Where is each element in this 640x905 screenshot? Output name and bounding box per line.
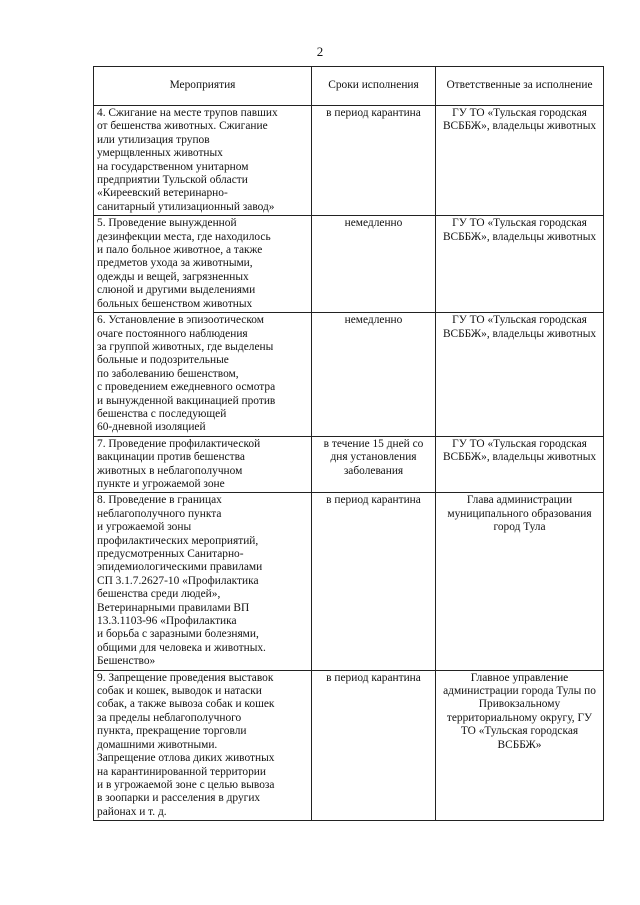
activity-line: собак и кошек, выводок и натаски [97,685,262,698]
activity-line: за группой животных, где выделены [97,340,274,353]
activity-line: больные и подозрительные [97,354,229,367]
deadline-cell: в течение 15 дней со дня установления заболевания [312,436,436,493]
deadline-cell: в период карантина [312,670,436,820]
activity-line: и угрожаемой зоны [97,521,192,534]
activity-line: вакцинации против бешенства [97,451,245,464]
activity-line: районах и т. д. [97,805,167,818]
table-row [94,493,604,670]
activity-line: пункта, прекращение торговли [97,725,247,738]
activity-line: 5. Проведение вынужденной [97,217,237,230]
responsible-cell: ГУ ТО «Тульская городская ВСББЖ», владельцы животных [436,313,604,437]
activity-line: и вынужденной вакцинацией против [97,394,276,407]
table-row [94,436,604,493]
activity-line: с проведением ежедневного осмотра [97,381,276,394]
activity-line: от бешенства животных. Сжигание [97,120,268,133]
activity-line: животных в неблагополучном [97,464,243,477]
deadline-cell: немедленно [312,313,436,437]
activity-line: за пределы неблагополучного [97,711,242,724]
activity-line: СП 3.1.7.2627-10 «Профилактика [97,574,259,587]
activity-line: предприятии Тульской области [97,174,248,187]
activity-line: слюной и другими выделениями [97,284,256,297]
activity-line: 7. Проведение профилактической [97,437,261,450]
activity-line: общими для человека и животных. [97,641,266,654]
activity-line: профилактических мероприятий, [97,534,259,547]
table-row [94,313,604,437]
activity-line: 9. Запрещение проведения выставок [97,671,274,684]
activity-line: и пало больное животное, а также [97,244,263,257]
activity-line: неблагополучного пункта [97,507,222,520]
activity-cell [94,313,312,437]
page-number: 2 [316,44,324,59]
activity-cell [94,106,312,216]
measures-table [93,66,604,821]
activity-line: или утилизация трупов [97,133,210,146]
activity-line: 4. Сжигание на месте трупов павших [97,107,278,119]
activity-cell [94,670,312,820]
activity-line: 13.3.1103-96 «Профилактика [97,615,237,628]
activity-line: 8. Проведение в границах [97,494,222,507]
activity-line: очаге постоянного наблюдения [97,327,248,340]
activity-line: собак, а также вывоза собак и кошек [97,698,275,711]
activity-line: Бешенство» [97,655,156,668]
activity-line: Запрещение отлова диких животных [97,752,275,765]
activity-line: санитарный утилизационный завод» [97,200,275,213]
activity-line: на карантинированной территории [97,765,266,778]
activity-line: 60-дневной изоляцией [97,421,206,434]
responsible-cell: ГУ ТО «Тульская городская ВСББЖ», владельцы животных [436,106,604,216]
activity-line: дезинфекции места, где находилось [97,230,271,243]
activity-line: по заболеванию бешенством, [97,367,239,380]
activity-line: домашними животными. [97,738,218,751]
table-body [94,106,604,821]
table-header-row [94,67,604,106]
activity-line: 6. Установление в эпизоотическом [97,314,264,327]
table-row [94,670,604,820]
responsible-cell: ГУ ТО «Тульская городская ВСББЖ», владельцы животных [436,216,604,313]
activity-line: больных бешенством животных [97,297,253,310]
activity-line: бешенства с последующей [97,407,227,420]
deadline-cell: в период карантина [312,106,436,216]
activity-line: в зоопарки и расселения в других [97,792,261,805]
activity-line: эпидемиологическими правилами [97,561,263,574]
header-activities: Мероприятия [94,67,312,106]
header-deadlines: Сроки исполнения [312,67,436,106]
activity-cell [94,216,312,313]
header-responsible: Ответственные за исполнение [436,67,604,106]
activity-line: на государственном унитарном [97,160,249,173]
activity-line: одежды и вещей, загрязненных [97,270,249,283]
activity-line: Ветеринарными правилами ВП [97,601,250,614]
table-row [94,106,604,216]
table-row [94,216,604,313]
responsible-cell: Глава администрации муниципального образования город Тула [436,493,604,670]
activity-line: «Киреевский ветеринарно- [97,187,228,200]
deadline-cell: в период карантина [312,493,436,670]
activity-cell [94,493,312,670]
activity-line: и борьба с заразными болезнями, [97,628,259,641]
activity-line: пункте и угрожаемой зоне [97,477,225,490]
activity-line: бешенства среди людей», [97,588,221,601]
activity-line: предусмотренных Санитарно- [97,548,244,560]
responsible-cell: Главное управление администрации города Тулы по Привокзальному территориальному округу, ГУ ТО «Тульская городская ВСББЖ» [436,670,604,820]
activity-cell [94,436,312,493]
activity-line: и в угрожаемой зоне с целью вывоза [97,778,275,791]
responsible-cell: ГУ ТО «Тульская городская ВСББЖ», владельцы животных [436,436,604,493]
activity-line: предметов ухода за животными, [97,257,253,270]
deadline-cell: немедленно [312,216,436,313]
activity-line: умерщвленных животных [97,147,223,160]
